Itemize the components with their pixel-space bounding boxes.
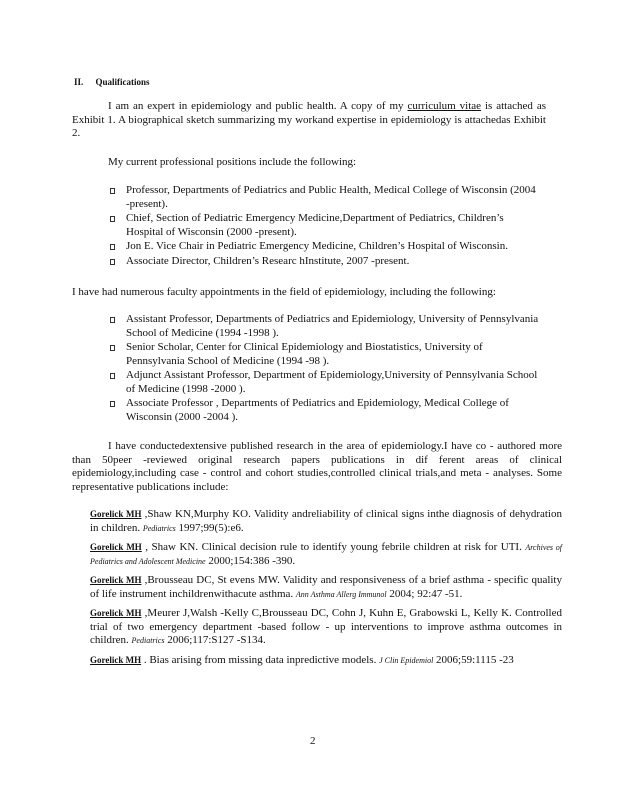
reference-item: Gorelick MH . Bias arising from missing data inpredictive models. J Clin Epidemiol 2006;59:1115 -23 <box>90 653 514 666</box>
current-positions-list <box>110 184 540 269</box>
list-item: Senior Scholar, Center for Clinical Epidemiology and Biostatistics, University of Pennsylvania School of Medicine (1994 -98 ). <box>110 341 540 368</box>
faculty-positions-list <box>110 313 540 425</box>
list-item: Professor, Departments of Pediatrics and Public Health, Medical College of Wisconsin (2004 -present). <box>110 184 540 211</box>
section-heading <box>74 76 150 90</box>
references-list <box>90 508 562 673</box>
current-positions-intro: My current professional positions include the following: <box>108 156 357 168</box>
faculty-intro: I have had numerous faculty appointments in the field of epidemiology, including the following: <box>72 286 496 298</box>
list-item: Associate Professor , Departments of Pediatrics and Epidemiology, Medical College of Wisconsin (2000 -2004 ). <box>110 397 540 424</box>
list-item: Assistant Professor, Departments of Pediatrics and Epidemiology, University of Pennsylvania School of Medicine (1994 -1998 ). <box>110 313 540 340</box>
page-number: 2 <box>310 735 316 747</box>
bullet-icon <box>110 373 115 379</box>
reference-item: Gorelick MH ,Shaw KN,Murphy KO. Validity andreliability of clinical signs inthe diagnosis of dehydration in children. Pediatrics 1997;99(5):e6. <box>90 508 562 534</box>
reference-item: Gorelick MH ,Brousseau DC, St evens MW. Validity and responsiveness of a brief asthma - specific quality of life instrument inchildrenwithacute asthma. Ann Asthma Allerg Immunol 2004; 92:47 -51. <box>90 574 562 600</box>
bullet-icon <box>110 401 115 407</box>
list-item: Jon E. Vice Chair in Pediatric Emergency Medicine, Children’s Hospital of Wisconsin. <box>110 240 540 254</box>
reference-item: Gorelick MH , Shaw KN. Clinical decision rule to identify young febrile children at risk for UTI. Archives of Pediatrics and Adolescent Medicine 2000;154:386 -390. <box>90 541 562 567</box>
intro-text-end: is attached as Exhibit 1. A biographical sketch summarizing my workand expertise in epidemiology is attachedas Exhibit 2. <box>72 100 546 139</box>
intro-paragraph <box>72 100 546 141</box>
bullet-icon <box>110 345 115 351</box>
section-title: Qualifications <box>95 77 150 87</box>
intro-text-start: I am an expert in epidemiology and public health. A copy of my <box>108 100 408 112</box>
bullet-icon <box>110 216 115 222</box>
list-item: Chief, Section of Pediatric Emergency Medicine,Department of Pediatrics, Children’s Hospital of Wisconsin (2000 -present). <box>110 212 540 239</box>
bullet-icon <box>110 317 115 323</box>
list-item: Associate Director, Children’s Researc hInstitute, 2007 -present. <box>110 255 540 269</box>
research-paragraph: I have conductedextensive published research in the area of epidemiology.I have co - authored more than 50peer -reviewed original research papers publications in dif ferent areas of clinical epidemiology,including case - control and cohort studies,controlled clinical trials,and meta - analyses. Some representative publications include: <box>72 440 562 493</box>
section-number: II. <box>74 77 84 87</box>
bullet-icon <box>110 188 115 194</box>
bullet-icon <box>110 244 115 250</box>
curriculum-vitae-link: curriculum vitae <box>407 100 482 112</box>
reference-item: Gorelick MH ,Meurer J,Walsh -Kelly C,Brousseau DC, Cohn J, Kuhn E, Grabowski L, Kelly K. Controlled trial of two emergency department -based follow - up interventions to improve asthma outcomes in children. Pediatrics 2006;117:S127 -S134. <box>90 607 562 646</box>
list-item: Adjunct Assistant Professor, Department of Epidemiology,University of Pennsylvania School of Medicine (1998 -2000 ). <box>110 369 540 396</box>
bullet-icon <box>110 259 115 265</box>
